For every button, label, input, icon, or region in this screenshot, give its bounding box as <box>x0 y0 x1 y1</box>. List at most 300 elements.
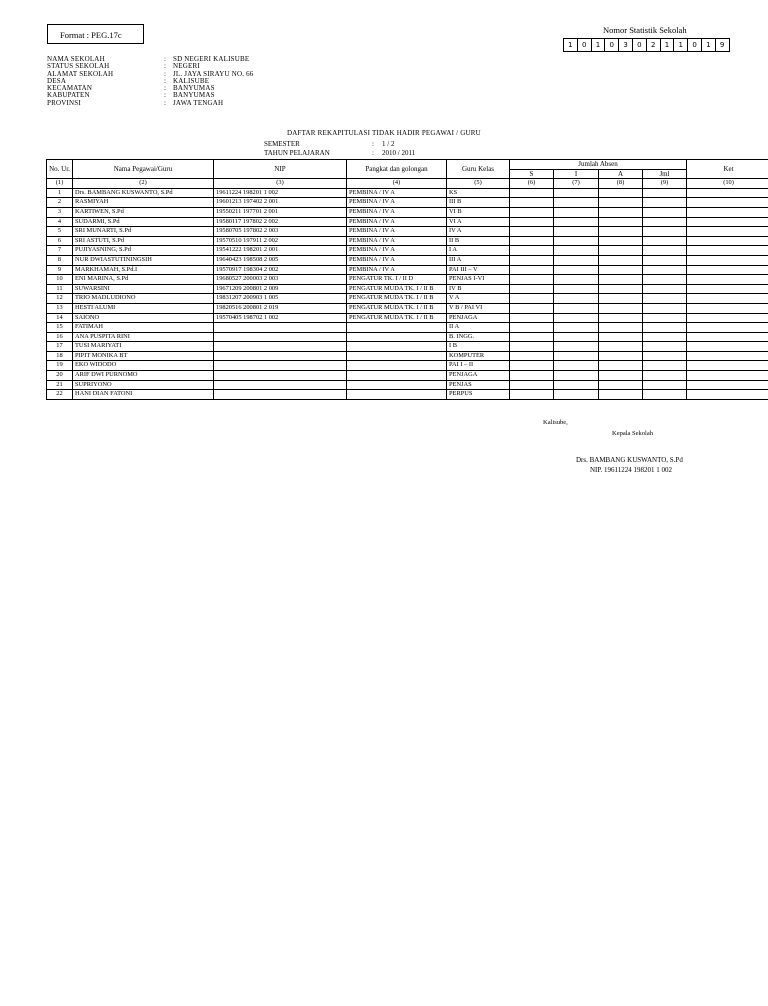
cell-ket <box>687 380 768 390</box>
cell-ket <box>687 323 768 333</box>
nss-digit: 0 <box>633 39 647 51</box>
nss-digit: 0 <box>688 39 702 51</box>
cell-a <box>599 275 643 285</box>
school-info-row <box>47 100 254 107</box>
cell-a <box>599 332 643 342</box>
header-kelas: Guru Kelas <box>447 160 510 179</box>
school-info-key: STATUS SEKOLAH <box>47 62 110 71</box>
cell-jml <box>643 246 687 256</box>
cell-nip: 19550211 197701 2 001 <box>214 207 347 217</box>
document-title: DAFTAR REKAPITULASI TIDAK HADIR PEGAWAI / GURU <box>287 129 481 137</box>
column-number: (2) <box>73 179 214 189</box>
cell-no: 18 <box>47 351 73 361</box>
cell-pangkat: PENGATUR MUDA TK. I / II B <box>347 313 447 323</box>
cell-nip <box>214 371 347 381</box>
column-number: (4) <box>347 179 447 189</box>
cell-no: 8 <box>47 255 73 265</box>
cell-a <box>599 390 643 400</box>
school-info-colon: : <box>164 98 167 107</box>
cell-jml <box>643 390 687 400</box>
school-info-key: PROVINSI <box>47 98 81 107</box>
cell-pangkat: PEMBINA / IV A <box>347 207 447 217</box>
school-info-key: KECAMATAN <box>47 84 93 93</box>
cell-no: 19 <box>47 361 73 371</box>
cell-nama: NUR DWIASTUTININGSIH <box>73 255 214 265</box>
cell-i <box>554 227 599 237</box>
cell-nama: FATIMAH <box>73 323 214 333</box>
table-row <box>47 207 768 217</box>
cell-pangkat: PEMBINA / IV A <box>347 227 447 237</box>
column-number: (7) <box>554 179 599 189</box>
cell-no: 11 <box>47 284 73 294</box>
cell-ket <box>687 227 768 237</box>
cell-i <box>554 246 599 256</box>
cell-kelas: PAI I – II <box>447 361 510 371</box>
cell-s <box>510 188 554 198</box>
cell-s <box>510 351 554 361</box>
nss-digit: 0 <box>605 39 619 51</box>
school-info <box>47 56 254 107</box>
cell-a <box>599 351 643 361</box>
cell-i <box>554 323 599 333</box>
cell-pangkat <box>347 390 447 400</box>
cell-no: 14 <box>47 313 73 323</box>
cell-i <box>554 390 599 400</box>
nss-digit: 2 <box>647 39 661 51</box>
cell-s <box>510 332 554 342</box>
cell-jml <box>643 227 687 237</box>
school-info-colon: : <box>164 84 167 93</box>
cell-nama: ENI MARINA, S.Pd <box>73 275 214 285</box>
cell-nama: SUPRIYONO <box>73 380 214 390</box>
cell-no: 5 <box>47 227 73 237</box>
cell-pangkat: PEMBINA / IV A <box>347 246 447 256</box>
table-body <box>47 188 768 399</box>
cell-pangkat: PENGATUR MUDA TK. I / II B <box>347 294 447 304</box>
table-row <box>47 217 768 227</box>
cell-s <box>510 255 554 265</box>
cell-ket <box>687 275 768 285</box>
cell-kelas: IV A <box>447 227 510 237</box>
cell-i <box>554 303 599 313</box>
cell-kelas: IV B <box>447 284 510 294</box>
school-info-colon: : <box>164 91 167 100</box>
table-row <box>47 303 768 313</box>
table-row <box>47 265 768 275</box>
cell-no: 6 <box>47 236 73 246</box>
school-info-key: NAMA SEKOLAH <box>47 55 105 63</box>
cell-nip: 19601213 197402 2 001 <box>214 198 347 208</box>
cell-ket <box>687 198 768 208</box>
cell-no: 12 <box>47 294 73 304</box>
school-info-value: JL. JAYA SIRAYU NO. 66 <box>173 69 254 78</box>
cell-pangkat: PEMBINA / IV A <box>347 236 447 246</box>
column-number: (10) <box>687 179 768 189</box>
column-number: (1) <box>47 179 73 189</box>
cell-a <box>599 371 643 381</box>
school-info-value: SD NEGERI KALISUBE <box>173 55 250 63</box>
school-info-value: NEGERI <box>173 62 200 71</box>
table-row <box>47 342 768 352</box>
cell-nama: ARIF DWI PURNOMO <box>73 371 214 381</box>
cell-jml <box>643 207 687 217</box>
column-number: (3) <box>214 179 347 189</box>
cell-kelas: PERPUS <box>447 390 510 400</box>
cell-pangkat: PENGATUR MUDA TK. I / II B <box>347 303 447 313</box>
column-number-row <box>47 179 768 189</box>
header-nama: Nama Pegawai/Guru <box>73 160 214 179</box>
cell-s <box>510 323 554 333</box>
cell-nama: ANA PUSPITA RINI <box>73 332 214 342</box>
cell-ket <box>687 236 768 246</box>
cell-a <box>599 294 643 304</box>
cell-kelas: B. INGG. <box>447 332 510 342</box>
cell-kelas: PENJAGA <box>447 313 510 323</box>
cell-no: 2 <box>47 198 73 208</box>
header-jumlah-absen: Jumlah Absen <box>510 160 687 170</box>
cell-i <box>554 332 599 342</box>
cell-nama: HESTI ALUMI <box>73 303 214 313</box>
table-row <box>47 294 768 304</box>
cell-nip <box>214 380 347 390</box>
cell-ket <box>687 284 768 294</box>
table-row <box>47 188 768 198</box>
header-jml: Jml <box>643 169 687 179</box>
nss-digit: 0 <box>578 39 592 51</box>
semester-line <box>264 140 394 148</box>
header-i: I <box>554 169 599 179</box>
tahun-label: TAHUN PELAJARAN <box>264 149 330 157</box>
cell-kelas: PENJAS I-VI <box>447 275 510 285</box>
cell-kelas: KS <box>447 188 510 198</box>
cell-kelas: I A <box>447 246 510 256</box>
cell-nama: PUJIYASNING, S.Pd <box>73 246 214 256</box>
table-row <box>47 284 768 294</box>
cell-jml <box>643 361 687 371</box>
column-number: (6) <box>510 179 554 189</box>
cell-s <box>510 207 554 217</box>
tahun-line <box>264 149 415 157</box>
cell-pangkat <box>347 361 447 371</box>
cell-s <box>510 217 554 227</box>
cell-nip <box>214 323 347 333</box>
cell-s <box>510 198 554 208</box>
school-info-value: BANYUMAS <box>173 91 215 100</box>
cell-ket <box>687 255 768 265</box>
cell-kelas: V A <box>447 294 510 304</box>
cell-kelas: I B <box>447 342 510 352</box>
tahun-value: 2010 / 2011 <box>382 149 416 157</box>
cell-a <box>599 303 643 313</box>
cell-no: 10 <box>47 275 73 285</box>
cell-s <box>510 227 554 237</box>
table-row <box>47 390 768 400</box>
cell-no: 13 <box>47 303 73 313</box>
cell-a <box>599 217 643 227</box>
table-row <box>47 361 768 371</box>
cell-nama: RASMIYAH <box>73 198 214 208</box>
cell-no: 9 <box>47 265 73 275</box>
nss-digit: 1 <box>592 39 606 51</box>
cell-jml <box>643 265 687 275</box>
cell-no: 21 <box>47 380 73 390</box>
school-info-row <box>47 71 254 78</box>
cell-a <box>599 361 643 371</box>
cell-i <box>554 188 599 198</box>
semester-label: SEMESTER <box>264 140 300 148</box>
cell-nama: PIPIT MONIKA BT <box>73 351 214 361</box>
cell-a <box>599 284 643 294</box>
cell-ket <box>687 342 768 352</box>
signature-place: Kalisube, <box>543 419 568 426</box>
cell-s <box>510 313 554 323</box>
school-info-key: DESA <box>47 76 67 85</box>
cell-i <box>554 361 599 371</box>
cell-kelas: VI A <box>447 217 510 227</box>
cell-a <box>599 236 643 246</box>
cell-a <box>599 313 643 323</box>
cell-i <box>554 207 599 217</box>
cell-no: 4 <box>47 217 73 227</box>
signature-name: Drs. BAMBANG KUSWANTO, S.Pd <box>576 456 683 464</box>
cell-ket <box>687 303 768 313</box>
cell-pangkat: PEMBINA / IV A <box>347 217 447 227</box>
cell-s <box>510 294 554 304</box>
cell-jml <box>643 342 687 352</box>
cell-nip: 19570405 198702 1 002 <box>214 313 347 323</box>
cell-i <box>554 371 599 381</box>
header-nip: NIP <box>214 160 347 179</box>
cell-nip: 19580117 197802 2 002 <box>214 217 347 227</box>
cell-s <box>510 303 554 313</box>
cell-nip <box>214 361 347 371</box>
cell-kelas: PENJAS <box>447 380 510 390</box>
school-info-value: JAWA TENGAH <box>173 98 224 107</box>
cell-nama: TUSI MARIYATI <box>73 342 214 352</box>
cell-nip <box>214 390 347 400</box>
column-number: (9) <box>643 179 687 189</box>
nss-digit: 1 <box>661 39 675 51</box>
cell-a <box>599 246 643 256</box>
cell-nip: 19580705 197802 2 003 <box>214 227 347 237</box>
cell-kelas: PENJAGA <box>447 371 510 381</box>
signature-title: Kepala Sekolah <box>612 430 653 437</box>
cell-jml <box>643 236 687 246</box>
cell-pangkat <box>347 342 447 352</box>
table-row <box>47 323 768 333</box>
format-label: Format : PEG.17c <box>47 24 144 44</box>
cell-a <box>599 207 643 217</box>
cell-pangkat <box>347 332 447 342</box>
cell-s <box>510 342 554 352</box>
school-info-colon: : <box>164 62 167 71</box>
cell-jml <box>643 284 687 294</box>
table-row <box>47 371 768 381</box>
cell-jml <box>643 294 687 304</box>
nss-digit-boxes <box>563 38 730 52</box>
cell-s <box>510 236 554 246</box>
cell-i <box>554 351 599 361</box>
cell-nip: 19570917 198304 2 002 <box>214 265 347 275</box>
cell-nama: SUWARSINI <box>73 284 214 294</box>
cell-jml <box>643 313 687 323</box>
school-info-colon: : <box>164 55 167 63</box>
cell-s <box>510 361 554 371</box>
cell-i <box>554 342 599 352</box>
cell-i <box>554 294 599 304</box>
cell-nip: 19640423 198508 2 005 <box>214 255 347 265</box>
nss-digit: 1 <box>564 39 578 51</box>
cell-kelas: VI B <box>447 207 510 217</box>
cell-nip <box>214 351 347 361</box>
cell-nip: 19541222 198201 2 001 <box>214 246 347 256</box>
cell-kelas: III A <box>447 255 510 265</box>
school-info-colon: : <box>164 76 167 85</box>
cell-a <box>599 323 643 333</box>
cell-pangkat: PENGATUR TK. I / II D <box>347 275 447 285</box>
table-row <box>47 227 768 237</box>
cell-jml <box>643 351 687 361</box>
cell-nama: EKO WIDODO <box>73 361 214 371</box>
cell-i <box>554 313 599 323</box>
column-number: (8) <box>599 179 643 189</box>
cell-ket <box>687 265 768 275</box>
cell-no: 17 <box>47 342 73 352</box>
cell-no: 22 <box>47 390 73 400</box>
nss-digit: 3 <box>619 39 633 51</box>
signature-nip: NIP. 19611224 198201 1 002 <box>590 466 672 474</box>
cell-i <box>554 198 599 208</box>
cell-a <box>599 380 643 390</box>
cell-nip: 19680527 200003 2 003 <box>214 275 347 285</box>
cell-a <box>599 255 643 265</box>
table-row <box>47 255 768 265</box>
cell-nama: SUDARMI, S.Pd <box>73 217 214 227</box>
cell-ket <box>687 351 768 361</box>
cell-pangkat <box>347 371 447 381</box>
cell-ket <box>687 390 768 400</box>
table-row <box>47 275 768 285</box>
cell-i <box>554 284 599 294</box>
cell-nip: 19831207 200903 1 005 <box>214 294 347 304</box>
cell-ket <box>687 371 768 381</box>
nss-digit: 9 <box>719 41 725 49</box>
cell-kelas: PAI III – V <box>447 265 510 275</box>
header-a: A <box>599 169 643 179</box>
cell-pangkat: PEMBINA / IV A <box>347 255 447 265</box>
semester-value: 1 / 2 <box>382 140 395 148</box>
nss-digit: 1 <box>702 39 716 51</box>
cell-nama: SRI ASTUTI, S.Pd <box>73 236 214 246</box>
cell-pangkat: PEMBINA / IV A <box>347 198 447 208</box>
cell-nip <box>214 332 347 342</box>
cell-i <box>554 275 599 285</box>
table-row <box>47 332 768 342</box>
absence-table <box>46 159 768 400</box>
cell-nip: 19611224 198201 1 002 <box>214 188 347 198</box>
cell-nip: 19820516 200801 2 019 <box>214 303 347 313</box>
cell-jml <box>643 217 687 227</box>
cell-kelas: KOMPUTER <box>447 351 510 361</box>
cell-jml <box>643 198 687 208</box>
school-info-value: BANYUMAS <box>173 84 215 93</box>
cell-i <box>554 265 599 275</box>
cell-jml <box>643 303 687 313</box>
cell-ket <box>687 313 768 323</box>
cell-pangkat <box>347 351 447 361</box>
cell-a <box>599 342 643 352</box>
header-no: No. Ur. <box>47 160 73 179</box>
cell-a <box>599 265 643 275</box>
cell-jml <box>643 323 687 333</box>
cell-i <box>554 217 599 227</box>
cell-no: 3 <box>47 207 73 217</box>
cell-no: 16 <box>47 332 73 342</box>
cell-no: 7 <box>47 246 73 256</box>
table-row <box>47 380 768 390</box>
cell-kelas: II B <box>447 236 510 246</box>
cell-nama: SRI MUNARTI, S.Pd <box>73 227 214 237</box>
cell-nip <box>214 342 347 352</box>
cell-ket <box>687 332 768 342</box>
cell-kelas: II A <box>447 323 510 333</box>
cell-kelas: V B / PAI VI <box>447 303 510 313</box>
cell-ket <box>687 294 768 304</box>
school-info-colon: : <box>164 69 167 78</box>
school-info-value: KALISUBE <box>173 76 210 85</box>
cell-a <box>599 188 643 198</box>
table-row <box>47 246 768 256</box>
cell-i <box>554 236 599 246</box>
nss-digit: 1 <box>674 39 688 51</box>
nss-label: Nomor Statistik Sekolah <box>603 25 687 35</box>
header-ket: Ket <box>687 160 768 179</box>
cell-s <box>510 371 554 381</box>
cell-nama: TRIO MADLUDIONO <box>73 294 214 304</box>
cell-s <box>510 380 554 390</box>
cell-s <box>510 275 554 285</box>
table-row <box>47 198 768 208</box>
tahun-colon: : <box>372 149 374 157</box>
cell-i <box>554 380 599 390</box>
cell-s <box>510 246 554 256</box>
cell-jml <box>643 275 687 285</box>
cell-a <box>599 198 643 208</box>
cell-nama: Drs. BAMBANG KUSWANTO, S.Pd <box>73 188 214 198</box>
cell-ket <box>687 207 768 217</box>
cell-jml <box>643 255 687 265</box>
cell-ket <box>687 188 768 198</box>
cell-pangkat: PENGATUR MUDA TK. I / II B <box>347 284 447 294</box>
cell-nip: 19671209 200801 2 009 <box>214 284 347 294</box>
cell-jml <box>643 332 687 342</box>
header-s: S <box>510 169 554 179</box>
cell-no: 15 <box>47 323 73 333</box>
cell-jml <box>643 371 687 381</box>
table-row <box>47 351 768 361</box>
school-info-key: ALAMAT SEKOLAH <box>47 69 114 78</box>
cell-pangkat <box>347 380 447 390</box>
cell-ket <box>687 361 768 371</box>
cell-nama: MARKHAMAH, S.Pd.I <box>73 265 214 275</box>
cell-s <box>510 265 554 275</box>
semester-colon: : <box>372 140 374 148</box>
table-row <box>47 236 768 246</box>
cell-nama: KARTIWEN, S.Pd <box>73 207 214 217</box>
cell-s <box>510 284 554 294</box>
cell-i <box>554 255 599 265</box>
cell-kelas: III B <box>447 198 510 208</box>
